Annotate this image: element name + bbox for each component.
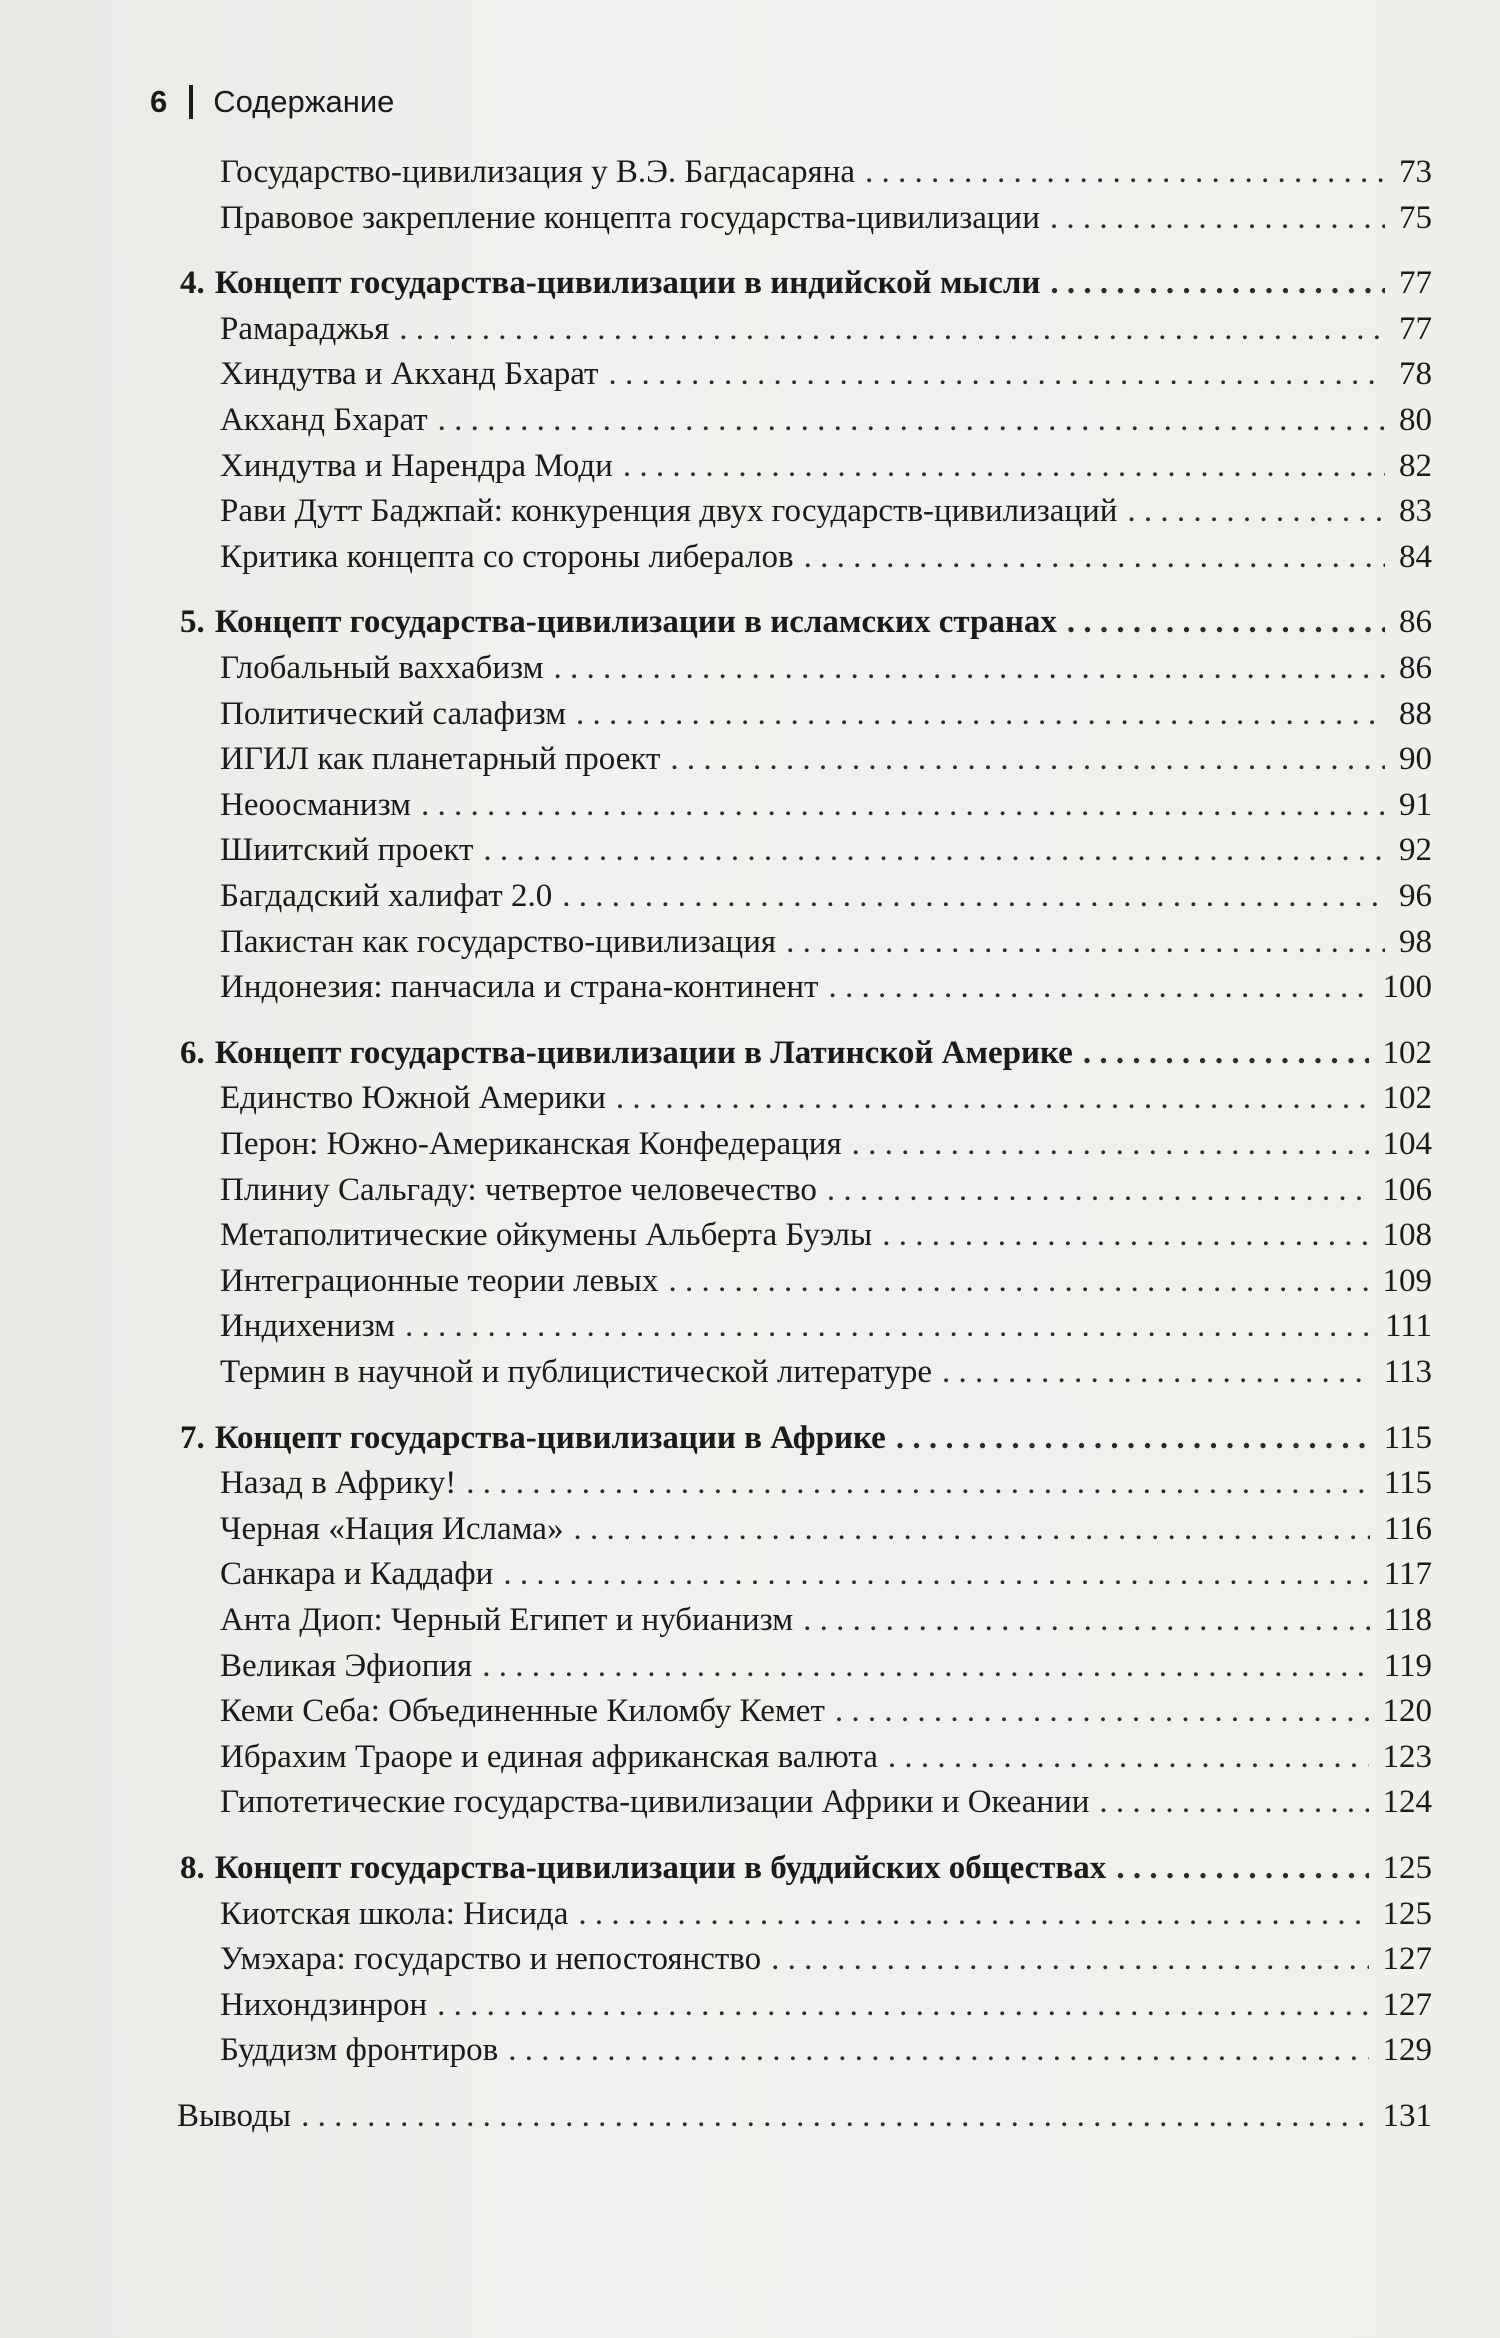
entry-page-number: 125 (1382, 1850, 1432, 1886)
toc-entry (220, 1646, 1432, 1686)
entry-title: Политический салафизм (220, 696, 567, 732)
toc-entry (220, 1985, 1432, 2025)
dot-leader (828, 967, 1368, 1007)
entry-page-number: 96 (1399, 878, 1432, 914)
entry-title: Великая Эфиопия (220, 1648, 473, 1684)
dot-leader (670, 739, 1385, 779)
entry-page-number: 92 (1399, 832, 1432, 868)
dot-leader (438, 400, 1385, 440)
dot-leader (668, 1261, 1368, 1301)
entry-page-number: 78 (1399, 356, 1432, 392)
entry-page-number: 125 (1382, 1896, 1432, 1932)
entry-title: Глобальный ваххабизм (220, 650, 544, 686)
dot-leader (882, 1215, 1368, 1255)
entry-title: Черная «Нация Ислама» (220, 1511, 564, 1547)
chapter-number: 5. (180, 604, 205, 640)
toc-entry (220, 537, 1432, 577)
toc-entry (220, 648, 1432, 688)
entry-title: Государство-цивилизация у В.Э. Багдасаряна (220, 154, 856, 190)
toc-entry (220, 876, 1432, 916)
entry-page-number: 116 (1383, 1511, 1432, 1547)
toc-entry (220, 1939, 1432, 1979)
entry-page-number: 127 (1382, 1941, 1432, 1977)
dot-leader (896, 1418, 1370, 1458)
entry-title: Шиитский проект (220, 832, 474, 868)
entry-page-number: 106 (1382, 1172, 1432, 1208)
entry-page-number: 90 (1399, 741, 1432, 777)
entry-title: Санкара и Каддафи (220, 1556, 494, 1592)
toc-entry (220, 152, 1432, 192)
dot-leader (803, 1600, 1370, 1640)
toc-entry (220, 446, 1432, 486)
toc-entry (220, 309, 1432, 349)
toc-entry (220, 1124, 1432, 1164)
chapter-number: 4. (180, 265, 205, 301)
toc-entry (220, 922, 1432, 962)
dot-leader (483, 830, 1385, 870)
entry-title: Багдадский халифат 2.0 (220, 878, 553, 914)
entry-title: Выводы (177, 2098, 292, 2134)
entry-title: Концепт государства-цивилизации в буддийских обществах (214, 1850, 1107, 1886)
toc-entry (220, 1600, 1432, 1640)
toc-entry (220, 785, 1432, 825)
entry-page-number: 118 (1383, 1602, 1432, 1638)
header-divider (189, 85, 193, 119)
entry-title: Единство Южной Америки (220, 1080, 606, 1116)
section-title: Содержание (213, 84, 395, 119)
entry-page-number: 109 (1382, 1263, 1432, 1299)
dot-leader (301, 2096, 1368, 2136)
entry-title: Хиндутва и Нарендра Моди (220, 448, 613, 484)
entry-title: Концепт государства-цивилизации в исламских странах (214, 604, 1057, 640)
entry-page-number: 119 (1383, 1648, 1432, 1684)
dot-leader (865, 152, 1385, 192)
dot-leader (623, 446, 1385, 486)
running-head (150, 84, 394, 120)
dot-leader (1116, 1848, 1368, 1888)
entry-title: Термин в научной и публицистической литературе (220, 1354, 933, 1390)
entry-page-number: 129 (1382, 2032, 1432, 2068)
entry-page-number: 102 (1382, 1035, 1432, 1071)
dot-leader (827, 1170, 1369, 1210)
toc-entry (220, 400, 1432, 440)
toc-entry (220, 491, 1432, 531)
entry-page-number: 100 (1382, 969, 1432, 1005)
entry-page-number: 88 (1399, 696, 1432, 732)
entry-title: Кеми Себа: Объединенные Киломбу Кемет (220, 1693, 825, 1729)
toc-chapter-entry (180, 1033, 1432, 1073)
dot-leader (399, 309, 1385, 349)
entry-page-number: 83 (1399, 493, 1432, 529)
dot-leader (1099, 1782, 1368, 1822)
dot-leader (608, 354, 1385, 394)
entry-page-number: 77 (1399, 311, 1432, 347)
entry-title: Метаполитические ойкумены Альберта Буэлы (220, 1217, 873, 1253)
entry-title: Неоосманизм (220, 787, 412, 823)
entry-title: Буддизм фронтиров (220, 2032, 499, 2068)
chapter-number: 6. (180, 1035, 205, 1071)
entry-title: Индихенизм (220, 1308, 396, 1344)
entry-page-number: 127 (1382, 1987, 1432, 2023)
dot-leader (804, 537, 1385, 577)
entry-page-number: 115 (1383, 1465, 1432, 1501)
entry-page-number: 86 (1399, 650, 1432, 686)
dot-leader (771, 1939, 1368, 1979)
dot-leader (576, 694, 1385, 734)
dot-leader (578, 1894, 1368, 1934)
entry-title: Пакистан как государство-цивилизация (220, 924, 777, 960)
entry-title: Рави Дутт Баджпай: конкуренция двух государств-цивилизаций (220, 493, 1118, 529)
entry-title: ИГИЛ как планетарный проект (220, 741, 661, 777)
dot-leader (786, 922, 1385, 962)
toc-entry (220, 1170, 1432, 1210)
entry-page-number: 115 (1383, 1420, 1432, 1456)
entry-page-number: 108 (1382, 1217, 1432, 1253)
toc-entry (220, 1306, 1432, 1346)
toc-entry (220, 694, 1432, 734)
entry-page-number: 73 (1399, 154, 1432, 190)
entry-title: Анта Диоп: Черный Египет и нубианизм (220, 1602, 794, 1638)
toc-chapter-entry (180, 263, 1432, 303)
toc-entry (220, 1509, 1432, 1549)
entry-page-number: 124 (1382, 1784, 1432, 1820)
toc-entry (220, 2030, 1432, 2070)
entry-title: Рамараджья (220, 311, 390, 347)
entry-page-number: 123 (1382, 1739, 1432, 1775)
entry-title: Индонезия: панчасила и страна-континент (220, 969, 819, 1005)
dot-leader (1083, 1033, 1369, 1073)
entry-page-number: 80 (1399, 402, 1432, 438)
entry-page-number: 120 (1382, 1693, 1432, 1729)
dot-leader (503, 1554, 1369, 1594)
entry-title: Перон: Южно-Американская Конфедерация (220, 1126, 842, 1162)
toc-entry (220, 354, 1432, 394)
entry-title: Правовое закрепление концепта государства-цивилизации (220, 200, 1040, 236)
toc-chapter-entry (180, 1848, 1432, 1888)
entry-title: Ибрахим Траоре и единая африканская валюта (220, 1739, 878, 1775)
toc-entry (220, 1691, 1432, 1731)
entry-page-number: 111 (1384, 1308, 1432, 1344)
entry-title: Назад в Африку! (220, 1465, 457, 1501)
toc-entry (220, 198, 1432, 238)
page-number: 6 (150, 84, 168, 119)
toc-entry (220, 1737, 1432, 1777)
dot-leader (437, 1985, 1368, 2025)
entry-title: Концепт государства-цивилизации в Африке (214, 1420, 886, 1456)
entry-page-number: 91 (1399, 787, 1432, 823)
entry-title: Критика концепта со стороны либералов (220, 539, 794, 575)
dot-leader (616, 1078, 1369, 1118)
dot-leader (482, 1646, 1369, 1686)
dot-leader (942, 1352, 1370, 1392)
dot-leader (1050, 263, 1385, 303)
dot-leader (835, 1691, 1369, 1731)
toc-entry (220, 1894, 1432, 1934)
dot-leader (553, 648, 1385, 688)
chapter-number: 8. (180, 1850, 205, 1886)
dot-leader (573, 1509, 1369, 1549)
entry-page-number: 117 (1383, 1556, 1432, 1592)
dot-leader (421, 785, 1385, 825)
dot-leader (852, 1124, 1369, 1164)
entry-page-number: 104 (1382, 1126, 1432, 1162)
entry-title: Хиндутва и Акханд Бхарат (220, 356, 599, 392)
entry-title: Акханд Бхарат (220, 402, 428, 438)
dot-leader (888, 1737, 1369, 1777)
entry-page-number: 84 (1399, 539, 1432, 575)
dot-leader (405, 1306, 1371, 1346)
toc-entry (220, 1352, 1432, 1392)
entry-title: Нихондзинрон (220, 1987, 428, 2023)
entry-page-number: 102 (1382, 1080, 1432, 1116)
toc-entry (220, 1078, 1432, 1118)
toc-entry (220, 1463, 1432, 1503)
toc-entry (220, 967, 1432, 1007)
toc-entry (220, 1554, 1432, 1594)
toc-conclusion-entry (177, 2096, 1432, 2136)
toc-chapter-entry (180, 1418, 1432, 1458)
dot-leader (1050, 198, 1385, 238)
dot-leader (562, 876, 1385, 916)
entry-title: Интеграционные теории левых (220, 1263, 659, 1299)
entry-title: Плиниу Сальгаду: четвертое человечество (220, 1172, 817, 1208)
dot-leader (1067, 602, 1385, 642)
dot-leader (508, 2030, 1368, 2070)
toc-chapter-entry (180, 602, 1432, 642)
entry-title: Концепт государства-цивилизации в Латинской Америке (214, 1035, 1073, 1071)
entry-page-number: 98 (1399, 924, 1432, 960)
entry-page-number: 82 (1399, 448, 1432, 484)
entry-page-number: 131 (1382, 2098, 1432, 2134)
entry-title: Киотская школа: Нисида (220, 1896, 569, 1932)
entry-page-number: 86 (1399, 604, 1432, 640)
toc-entry (220, 1215, 1432, 1255)
entry-page-number: 77 (1399, 265, 1432, 301)
toc-entry (220, 1261, 1432, 1301)
entry-title: Гипотетические государства-цивилизации Африки и Океании (220, 1784, 1090, 1820)
chapter-number: 7. (180, 1420, 205, 1456)
toc-entry (220, 1782, 1432, 1822)
entry-title: Умэхара: государство и непостоянство (220, 1941, 762, 1977)
entry-title: Концепт государства-цивилизации в индийской мысли (214, 265, 1041, 301)
entry-page-number: 113 (1383, 1354, 1432, 1390)
toc-entry (220, 830, 1432, 870)
dot-leader (466, 1463, 1370, 1503)
dot-leader (1127, 491, 1385, 531)
entry-page-number: 75 (1399, 200, 1432, 236)
toc-entry (220, 739, 1432, 779)
